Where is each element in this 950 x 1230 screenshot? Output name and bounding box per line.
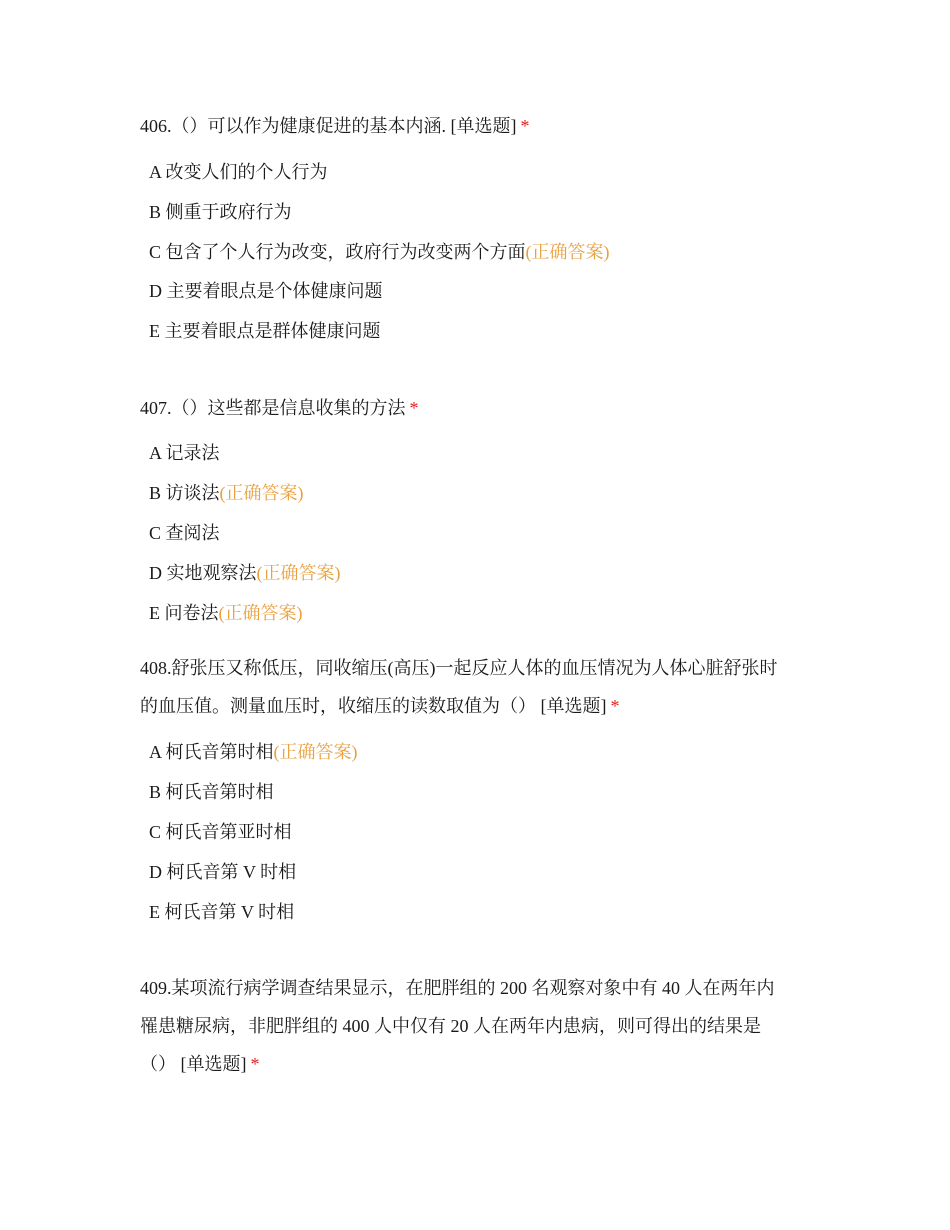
option-407-b[interactable] — [149, 480, 304, 506]
question-title-line — [140, 649, 810, 687]
option-text: 改变人们的个人行为 — [165, 162, 328, 182]
option-407-d[interactable] — [149, 560, 341, 586]
option-letter: E — [149, 603, 160, 623]
question-title-text: 罹患糖尿病，非肥胖组的 400 人中仅有 20 人在两年内患病，则可得出的结果是 — [140, 1016, 761, 1036]
question-title-line — [140, 1045, 810, 1083]
option-408-b[interactable] — [149, 779, 274, 805]
option-408-d[interactable] — [149, 859, 296, 885]
option-406-d[interactable] — [149, 278, 383, 304]
correct-answer-marker: (正确答案) — [273, 742, 358, 762]
question-408-title — [140, 649, 810, 725]
correct-answer-marker: (正确答案) — [219, 483, 304, 503]
option-letter: C — [149, 523, 162, 543]
option-letter: D — [149, 563, 162, 583]
question-title-line — [140, 107, 810, 145]
question-title-line — [140, 687, 810, 725]
option-text: 实地观察法 — [166, 563, 257, 583]
option-text: 柯氏音第 V 时相 — [164, 902, 295, 922]
option-letter: B — [149, 483, 162, 503]
option-letter: E — [149, 321, 160, 341]
option-text: 查阅法 — [165, 523, 220, 543]
required-asterisk: * — [250, 1054, 260, 1074]
option-406-a[interactable] — [149, 159, 328, 185]
option-text: 访谈法 — [165, 483, 220, 503]
question-406-title — [140, 107, 810, 145]
question-title-text: 407.（）这些都是信息收集的方法 — [140, 398, 406, 418]
option-407-a[interactable] — [149, 440, 220, 466]
option-text: 柯氏音第时相 — [165, 782, 274, 802]
option-letter: E — [149, 902, 160, 922]
option-406-c[interactable] — [149, 239, 610, 265]
option-text: 问卷法 — [164, 603, 219, 623]
question-407-title — [140, 389, 810, 427]
option-letter: D — [149, 281, 162, 301]
required-asterisk: * — [520, 116, 530, 136]
question-title-line — [140, 1007, 810, 1045]
question-title-text: 的血压值。测量血压时，收缩压的读数取值为（） [单选题] — [140, 696, 607, 716]
option-text: 包含了个人行为改变，政府行为改变两个方面 — [165, 242, 526, 262]
option-text: 主要着眼点是群体健康问题 — [164, 321, 381, 341]
option-text: 柯氏音第 V 时相 — [166, 862, 297, 882]
option-letter: D — [149, 862, 162, 882]
option-406-e[interactable] — [149, 318, 381, 344]
option-letter: A — [149, 443, 162, 463]
question-title-line — [140, 969, 810, 1007]
question-title-line — [140, 389, 810, 427]
option-text: 柯氏音第时相 — [165, 742, 274, 762]
option-406-b[interactable] — [149, 199, 292, 225]
required-asterisk: * — [610, 696, 620, 716]
option-408-c[interactable] — [149, 819, 292, 845]
option-letter: B — [149, 782, 162, 802]
option-letter: C — [149, 242, 162, 262]
option-letter: B — [149, 202, 162, 222]
option-408-e[interactable] — [149, 899, 294, 925]
option-408-a[interactable] — [149, 739, 358, 765]
question-title-text: 408.舒张压又称低压，同收缩压(高压)一起反应人体的血压情况为人体心脏舒张时 — [140, 658, 778, 678]
question-title-text: 409.某项流行病学调查结果显示，在肥胖组的 200 名观察对象中有 40 人在两年内 — [140, 978, 775, 998]
option-text: 记录法 — [165, 443, 220, 463]
option-407-c[interactable] — [149, 520, 220, 546]
option-text: 柯氏音第亚时相 — [165, 822, 292, 842]
question-409-title — [140, 969, 810, 1083]
question-title-text: 406.（）可以作为健康促进的基本内涵. [单选题] — [140, 116, 517, 136]
correct-answer-marker: (正确答案) — [256, 563, 341, 583]
option-407-e[interactable] — [149, 600, 303, 626]
correct-answer-marker: (正确答案) — [525, 242, 610, 262]
option-text: 侧重于政府行为 — [165, 202, 292, 222]
required-asterisk: * — [409, 398, 419, 418]
option-letter: C — [149, 822, 162, 842]
question-title-text: （） [单选题] — [140, 1054, 247, 1074]
correct-answer-marker: (正确答案) — [218, 603, 303, 623]
option-letter: A — [149, 162, 162, 182]
option-letter: A — [149, 742, 162, 762]
option-text: 主要着眼点是个体健康问题 — [166, 281, 383, 301]
